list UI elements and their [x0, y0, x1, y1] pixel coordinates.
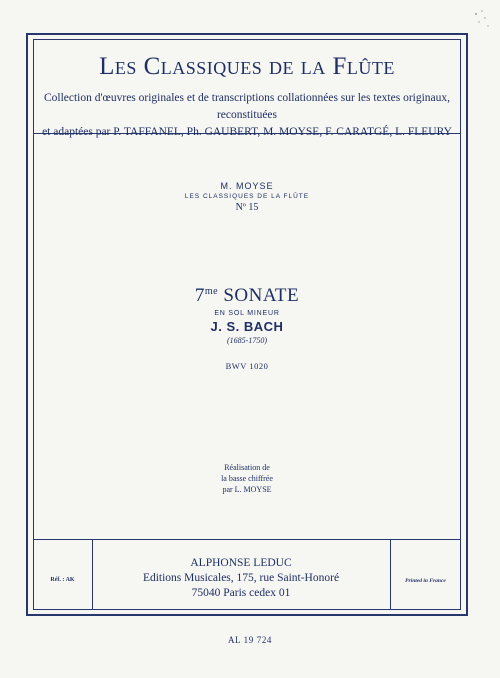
series-number: Nº 15 [235, 202, 259, 213]
composer-dates: (1685-1750) [227, 336, 267, 345]
work-ordinal: 7 [194, 285, 205, 306]
description-line-2: et adaptées par P. TAFFANEL, Ph. GAUBERT, M. MOYSE, F. CARATGÉ, L. FLEURY [42, 126, 452, 138]
composer-name: J. S. BACH [210, 319, 284, 334]
series-author: M. MOYSE [220, 181, 274, 191]
realisation-credit [33, 462, 461, 495]
series-name: LES CLASSIQUES DE LA FLÛTE [184, 193, 310, 200]
publisher-block [92, 556, 390, 601]
publisher-city: 75040 Paris cedex 01 [191, 587, 291, 599]
collection-description [40, 90, 454, 141]
paper-specks [470, 6, 494, 36]
realisation-line-1: Réalisation de [224, 463, 270, 472]
work-key: EN SOL MINEUR [214, 310, 280, 317]
work-ordinal-suffix: me [204, 286, 219, 297]
catalog-number: BWV 1020 [225, 361, 269, 371]
printed-in-label: Printed in France [405, 578, 446, 584]
collection-title: Les Classiques de la Flûte [99, 53, 395, 80]
plate-number: AL 19 724 [227, 635, 273, 645]
publisher-name: ALPHONSE LEDUC [190, 557, 292, 569]
footer-divider [33, 539, 461, 540]
realisation-line-2: la basse chiffrée [221, 474, 273, 483]
description-line-1: Collection d'œuvres originales et de transcriptions collationnées sur les textes originaux, reconstituées [43, 92, 451, 121]
reference-code: Réf. : AK [50, 577, 75, 583]
work-title [33, 285, 461, 307]
work-title-text: SONATE [223, 285, 300, 306]
publisher-address: Editions Musicales, 175, rue Saint-Honoré [142, 572, 340, 584]
footer-right-divider [390, 539, 391, 610]
realisation-line-3: par L. MOYSE [222, 485, 272, 494]
